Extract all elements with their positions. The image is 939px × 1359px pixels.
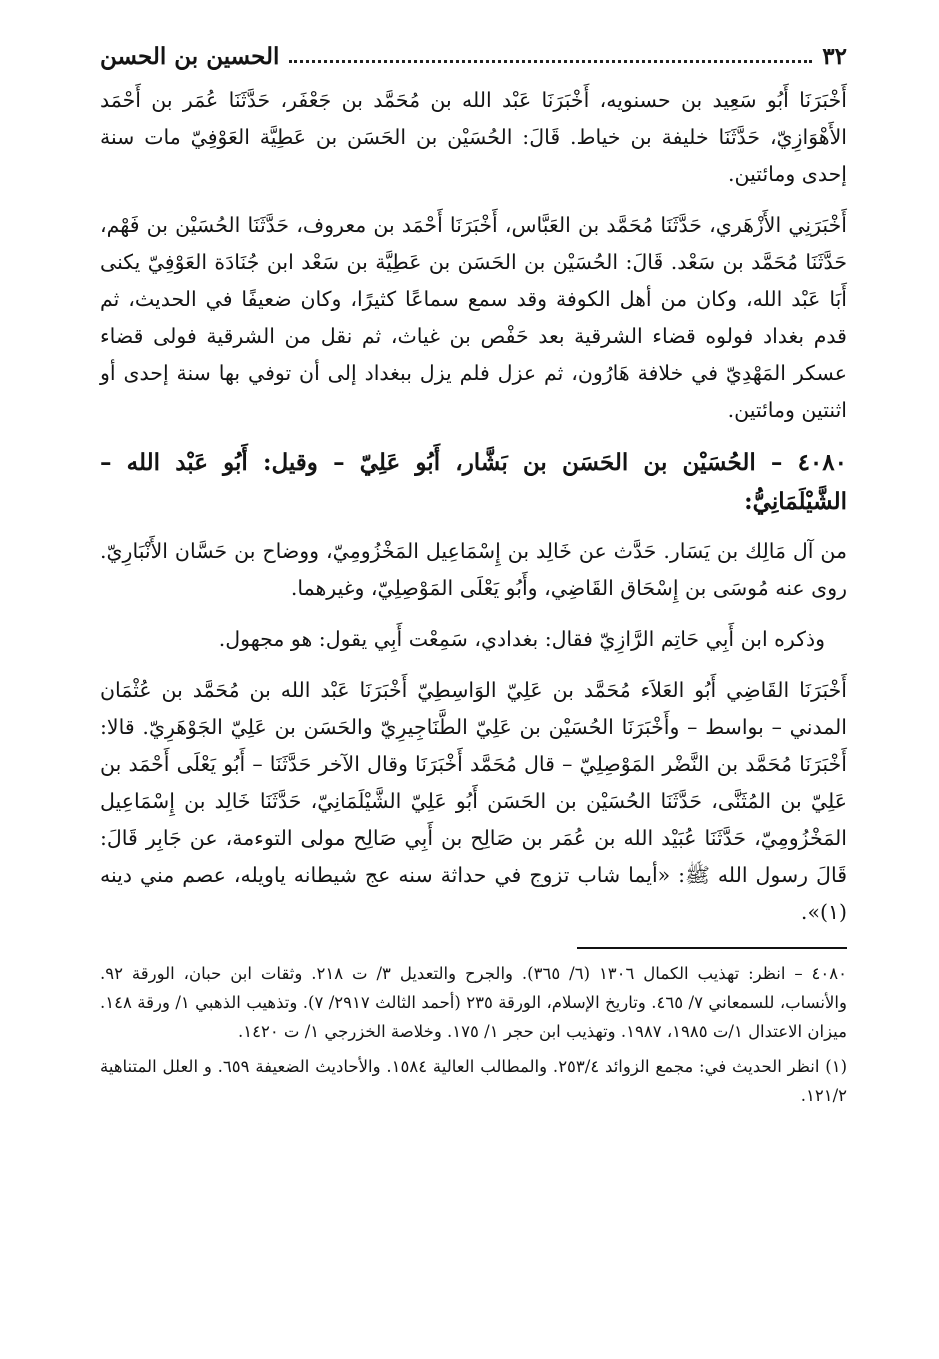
running-title: الحسين بن الحسن	[100, 43, 280, 70]
page-number: ٣٢	[822, 43, 847, 70]
entry-paragraph-3: أَخْبَرَنَا القَاضِي أَبُو العَلاَء مُحَمَّد بن عَلِيّ الوَاسِطِيّ أَخْبَرَنَا عَبْد الله بن مُحَمَّد بن عُثْمَان المدني – بواسط – وأَخْبَرَنَا الحُسَيْن بن عَلِيّ الطَّنَاجِيرِيّ والحَسَن بن عَلِيّ الجَوْهَرِيّ. قالا: أَخْبَرَنَا مُحَمَّد بن النَّضْر المَوْصِلِيّ – قال مُحَمَّد أَخْبَرَنَا وقال الآخر حَدَّثَنَا – أَبُو يَعْلَى أَحْمَد بن عَلِيّ بن المُثَنَّى، حَدَّثَنَا الحُسَيْن بن الحَسَن أَبُو عَلِيّ الشَّيْلَمَانِيّ، حَدَّثَنَا خَالِد بن إِسْمَاعِيل المَخْزُومِيّ، حَدَّثَنَا عُبَيْد الله بن عُمَر بن صَالِح بن أَبِي صَالِح مولى التوءمة، عن جَابِر قَالَ: قَالَ رسول الله ﷺ: «أيما شاب تزوج في حداثة سنه عج شيطانه ياويله، عصم مني دينه (١)».	[100, 678, 847, 924]
running-header	[100, 38, 847, 68]
entry-paragraph-1: من آل مَالِك بن يَسَار. حَدَّث عن خَالِد بن إِسْمَاعِيل المَخْزُومِيّ، ووضاح بن حَسَّان الأَنْبَارِيّ. روى عنه مُوسَى بن إِسْحَاق القَاضِي، وأَبُو يَعْلَى المَوْصِلِيّ، وغيرهما.	[100, 539, 847, 600]
entry-paragraph-2: وذكره ابن أَبِي حَاتِم الرَّازِيّ فقال: بغدادي، سَمِعْت أَبِي يقول: هو مجهول.	[218, 627, 825, 651]
entry-heading: ٤٠٨٠ – الحُسَيْن بن الحَسَن بن بَشَّار، أَبُو عَلِيّ – وقيل: أَبُو عَبْد الله – الشَّيْلَمَانِيُّ:	[100, 449, 847, 515]
footnote-divider	[577, 947, 847, 949]
footnote-sources: ٤٠٨٠ – انظر: تهذيب الكمال ١٣٠٦ (٦/ ٣٦٥). والجرح والتعديل ٣/ ت ٢١٨. وثقات ابن حبان، الورقة ٩٢. والأنساب، للسمعاني ٧/ ٤٦٥. وتاريخ الإسلام، الورقة ٢٣٥ (أحمد الثالث ٢٩١٧/ ٧). وتذهيب الذهبي ١/ ورقة ١٤٨. ميزان الاعتدال ١/ت ١٩٨٥، ١٩٨٧. وتهذيب ابن حجر ١/ ١٧٥. وخلاصة الخزرجي ١/ ت ١٤٢٠.	[100, 964, 847, 1041]
footnote-1: (١) انظر الحديث في: مجمع الزوائد ٢٥٣/٤. والمطالب العالية ١٥٨٤. والأحاديث الضعيفة ٦٥٩. و العلل المتناهية ١٢١/٢.	[100, 1057, 847, 1105]
footnotes	[100, 959, 847, 1110]
paragraph-2: أَخْبَرَنِي الأَزْهَري، حَدَّثَنَا مُحَمَّد بن العَبَّاس، أَخْبَرَنَا أَحْمَد بن معروف، حَدَّثَنَا الحُسَيْن بن فَهْم، حَدَّثَنَا مُحَمَّد بن سَعْد. قَالَ: الحُسَيْن بن الحَسَن بن عَطِيَّة بن سَعْد ابن جُنَادَة العَوْفِيّ يكنى أَبَا عَبْد الله، وكان من أهل الكوفة وقد سمع سماعًا كثيرًا، وكان ضعيفًا في الحديث، ثم قدم بغداد فولوه قضاء الشرقية بعد حَفْص بن غياث، ثم نقل من الشرقية فولى قضاء عسكر المَهْدِيّ في خلافة هَارُون، ثم عزل فلم يزل ببغداد إلى أن توفي بها سنة إحدى أو اثنتين ومائتين.	[100, 213, 847, 422]
main-text	[100, 82, 847, 931]
dotted-leader	[289, 60, 812, 63]
paragraph-1: أَخْبَرَنَا أَبُو سَعِيد بن حسنويه، أَخْبَرَنَا عَبْد الله بن مُحَمَّد بن جَعْفَر، حَدَّثَنَا عُمَر بن أَحْمَد الأَهْوَازِيّ، حَدَّثَنَا خليفة بن خياط. قَالَ: الحُسَيْن بن الحَسَن بن عَطِيَّة العَوْفِيّ مات سنة إحدى ومائتين.	[100, 88, 847, 186]
